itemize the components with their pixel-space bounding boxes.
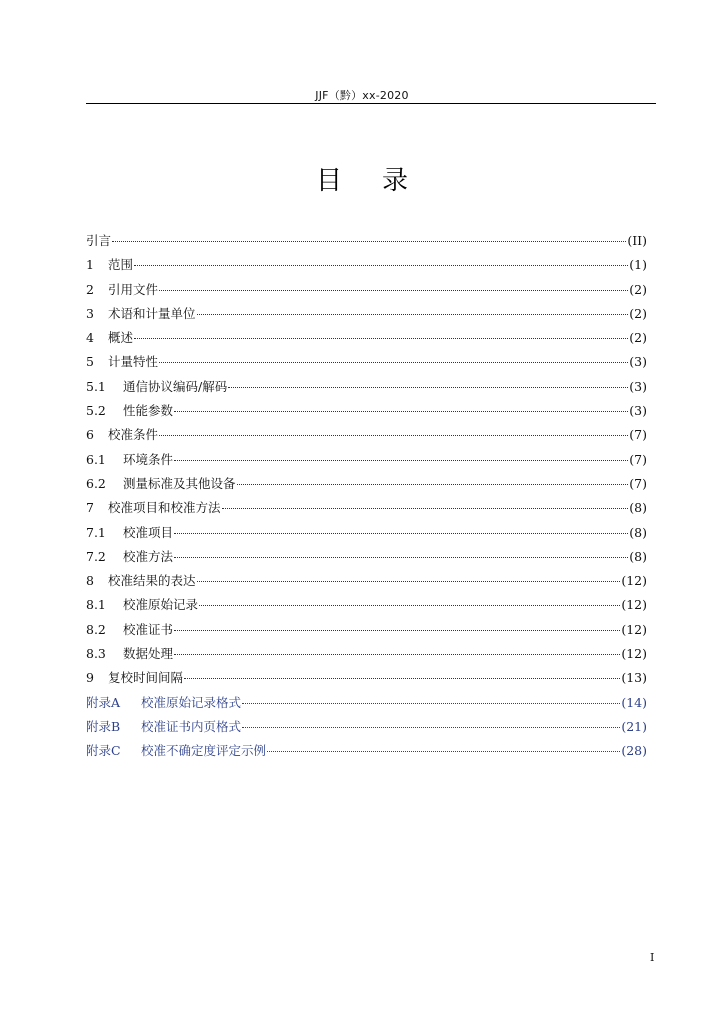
toc-entry-number: 7.1	[86, 524, 106, 540]
toc-entry-6-1[interactable]	[86, 448, 647, 472]
toc-entry-label: 校准不确定度评定示例	[141, 743, 267, 759]
toc-entry-label: 引言	[86, 233, 112, 248]
toc-entry-page: (7)	[629, 427, 647, 443]
toc-entry-label: 校准证书	[123, 621, 174, 637]
toc-entry-number: 6	[86, 427, 94, 443]
toc-entry-3[interactable]	[86, 302, 647, 326]
toc-entry-8-3[interactable]	[86, 642, 647, 666]
toc-entry-5-1[interactable]	[86, 375, 647, 399]
toc-entry-number: 8.1	[86, 597, 106, 613]
toc-leader-dots	[222, 508, 629, 509]
toc-entry-7-1[interactable]	[86, 521, 647, 545]
toc-entry-8[interactable]	[86, 569, 647, 593]
toc-entry-label: 范围	[108, 257, 134, 273]
table-of-contents	[86, 229, 647, 764]
toc-leader-dots	[174, 533, 628, 534]
toc-leader-dots	[237, 484, 629, 485]
toc-entry-page: (2)	[629, 305, 647, 321]
toc-entry-number: 6.1	[86, 451, 106, 467]
toc-entry-number: 7.2	[86, 548, 106, 564]
toc-entry-page: (12)	[621, 573, 647, 589]
toc-entry-label: 校准条件	[108, 427, 159, 443]
toc-entry-label: 计量特性	[108, 354, 159, 370]
toc-entry-5[interactable]	[86, 350, 647, 374]
toc-entry-page: (2)	[629, 330, 647, 346]
toc-leader-dots	[242, 727, 620, 728]
toc-entry-1[interactable]	[86, 253, 647, 277]
toc-leader-dots	[174, 654, 620, 655]
toc-entry-page: (7)	[629, 475, 647, 491]
toc-entry-page: (8)	[629, 500, 647, 516]
toc-entry-page: (13)	[621, 670, 647, 686]
toc-entry-introduction[interactable]	[86, 229, 647, 253]
toc-leader-dots	[112, 241, 626, 242]
toc-entry-page: (12)	[621, 646, 647, 662]
toc-entry-9[interactable]	[86, 666, 647, 690]
header-rule	[86, 103, 656, 104]
toc-entry-number: 附录A	[86, 694, 121, 710]
toc-entry-number: 9	[86, 670, 94, 686]
toc-entry-number: 附录C	[86, 743, 121, 759]
toc-leader-dots	[184, 678, 620, 679]
toc-entry-page: (21)	[621, 718, 647, 734]
toc-leader-dots	[197, 314, 629, 315]
toc-leader-dots	[174, 557, 628, 558]
toc-entry-number: 8.3	[86, 646, 106, 662]
toc-entry-number: 8	[86, 573, 94, 589]
toc-leader-dots	[197, 581, 621, 582]
toc-entry-number: 8.2	[86, 621, 106, 637]
toc-leader-dots	[159, 435, 628, 436]
toc-entry-label: 环境条件	[123, 451, 174, 467]
toc-entry-label: 测量标准及其他设备	[123, 475, 236, 491]
toc-entry-page: (II)	[627, 233, 647, 248]
toc-entry-number: 4	[86, 330, 94, 346]
toc-entry-5-2[interactable]	[86, 399, 647, 423]
toc-entry-page: (2)	[629, 281, 647, 297]
toc-entry-number: 附录B	[86, 718, 121, 734]
toc-entry-page: (12)	[621, 597, 647, 613]
toc-entry-page: (8)	[629, 548, 647, 564]
toc-leader-dots	[174, 411, 628, 412]
toc-entry-label: 校准方法	[123, 548, 174, 564]
toc-entry-label: 校准证书内页格式	[141, 718, 242, 734]
toc-entry-label: 校准项目	[123, 524, 174, 540]
toc-entry-8-1[interactable]	[86, 593, 647, 617]
page-header: JJF（黔）xx-2020	[315, 89, 409, 102]
toc-entry-label: 通信协议编码/解码	[123, 378, 228, 394]
toc-entry-label: 概述	[108, 330, 134, 346]
toc-entry-label: 校准项目和校准方法	[108, 500, 221, 516]
toc-leader-dots	[199, 605, 620, 606]
toc-entry-6[interactable]	[86, 423, 647, 447]
toc-entry-number: 5.1	[86, 378, 106, 394]
toc-entry-page: (3)	[629, 403, 647, 419]
toc-entry-number: 7	[86, 500, 94, 516]
toc-entry-number: 5.2	[86, 403, 106, 419]
toc-entry-number: 2	[86, 281, 94, 297]
toc-entry-appendix-a[interactable]	[86, 691, 647, 715]
toc-entry-label: 校准原始记录	[123, 597, 199, 613]
toc-entry-appendix-b[interactable]	[86, 715, 647, 739]
toc-entry-number: 1	[86, 257, 94, 273]
toc-entry-label: 校准结果的表达	[108, 573, 196, 589]
toc-entry-page: (12)	[621, 621, 647, 637]
toc-leader-dots	[242, 703, 620, 704]
toc-leader-dots	[174, 460, 628, 461]
toc-entry-label: 术语和计量单位	[108, 305, 196, 321]
toc-entry-page: (8)	[629, 524, 647, 540]
toc-leader-dots	[134, 338, 628, 339]
toc-entry-2[interactable]	[86, 278, 647, 302]
toc-entry-label: 性能参数	[123, 403, 174, 419]
toc-entry-page: (14)	[621, 694, 647, 710]
toc-leader-dots	[159, 362, 628, 363]
toc-entry-7[interactable]	[86, 496, 647, 520]
toc-entry-page: (28)	[621, 743, 647, 759]
toc-entry-label: 校准原始记录格式	[141, 694, 242, 710]
toc-leader-dots	[174, 630, 620, 631]
toc-entry-page: (7)	[629, 451, 647, 467]
toc-leader-dots	[134, 265, 628, 266]
toc-entry-number: 3	[86, 305, 94, 321]
toc-entry-label: 数据处理	[123, 646, 174, 662]
toc-leader-dots	[228, 387, 628, 388]
toc-entry-number: 5	[86, 354, 94, 370]
toc-entry-appendix-c[interactable]	[86, 739, 647, 763]
toc-entry-page: (1)	[629, 257, 647, 273]
toc-leader-dots	[159, 290, 628, 291]
toc-entry-4[interactable]	[86, 326, 647, 350]
toc-title: 目录	[315, 166, 448, 196]
toc-entry-page: (3)	[629, 378, 647, 394]
toc-entry-number: 6.2	[86, 475, 106, 491]
toc-entry-7-2[interactable]	[86, 545, 647, 569]
toc-entry-8-2[interactable]	[86, 618, 647, 642]
toc-entry-6-2[interactable]	[86, 472, 647, 496]
page-number: I	[650, 951, 655, 964]
toc-entry-page: (3)	[629, 354, 647, 370]
toc-entry-label: 复校时间间隔	[108, 670, 184, 686]
toc-leader-dots	[267, 751, 620, 752]
toc-entry-label: 引用文件	[108, 281, 159, 297]
